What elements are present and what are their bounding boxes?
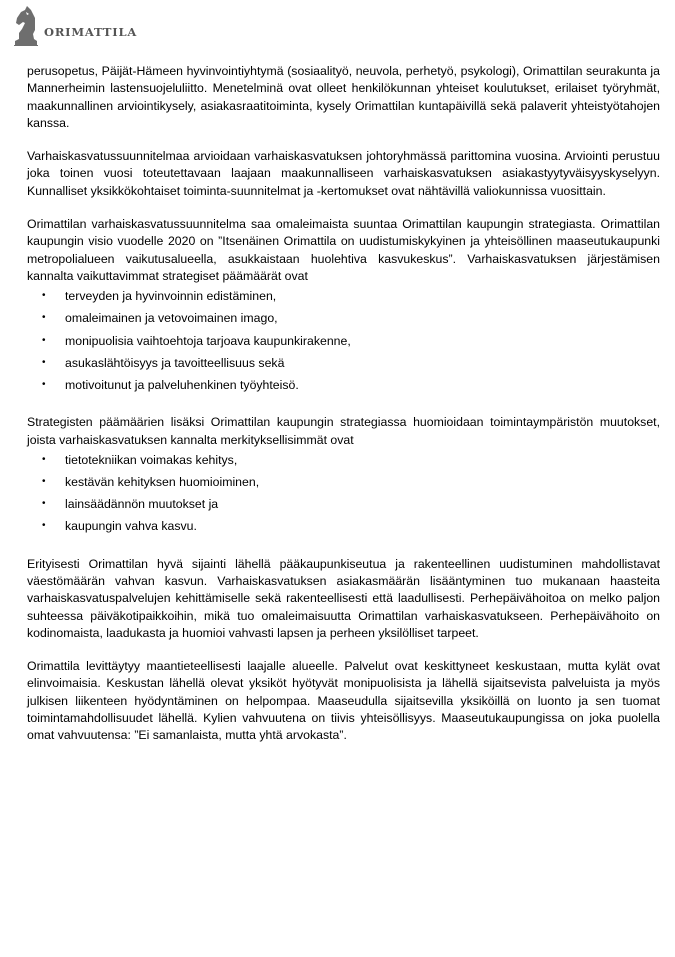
list-item: • asukaslähtöisyys ja tavoitteellisuus sekä — [27, 352, 660, 374]
paragraph-2: Varhaiskasvatussuunnitelmaa arvioidaan varhaiskasvatuksen johtoryhmässä parittomina vuosina. Arviointi perustuu joka toinen vuosi toteutettavaan laajaan maakunnalliseen varhaiskasvatuksen asiakastyytyväisyyskyselyyn. Kunnalliset yksikkökohtaiset toiminta-suunnitelmat ja -kertomukset ovat nähtävillä valiokunnissa vuosittain. — [27, 149, 660, 198]
bullet-icon: • — [42, 290, 46, 302]
bullet-icon: • — [42, 312, 46, 324]
paragraph-5: Erityisesti Orimattilan hyvä sijainti lähellä pääkaupunkiseutua ja rakenteellinen uudistuminen mahdollistavat väestömäärän vahvan kasvun. Varhaiskasvatuksen asiakasmäärän lisääntyminen tuo mukanaan haasteita varhaiskasvatuspalvelujen kehittämiselle sekä rakenteellisesti että laadullisesti. Perhepäivähoitoa on melko paljon suhteessa päiväkotipaikkoihin, mikä tuo omaleimaisuutta Orimattilan varhaiskasvatukseen. Perhepäivähoito on kodinomaista, laadukasta ja huomioi vahvasti lapsen ja perheen yksilölliset tarpeet. — [27, 556, 660, 640]
bullet-icon: • — [42, 379, 46, 391]
list-item: • omaleimainen ja vetovoimainen imago, — [27, 307, 660, 329]
paragraph-3: Orimattilan varhaiskasvatussuunnitelma saa omaleimaista suuntaa Orimattilan kaupungin strategiasta. Orimattilan kaupungin visio vuodelle 2020 on ”Itsenäinen Orimattila on uudistumiskykyinen ja yhteisöllinen maaseutukaupunki metropolialueen vaikutusalueella, asukkaistaan huolehtiva kasvukeskus”. Varhaiskasvatuksen järjestämisen kannalta vaikuttavimmat strategiset päämäärät ovat — [27, 217, 660, 283]
paragraph-6: Orimattila levittäytyy maantieteellisesti laajalle alueelle. Palvelut ovat keskittyneet keskustaan, mutta kylät ovat elinvoimaisia. Keskustan lähellä olevat yksiköt hyötyvät monipuolisista ja lähellä sijaitsevista palveluista ja myös julkisen liikenteen hyödyntäminen on helpompaa. Maaseudulla sijaitsevilla yksiköillä on luonto ja sen tuomat toimintamahdollisuudet lähellä. Kylien vahvuutena on tiivis yhteisöllisyys. Maaseutukaupungissa on joka puolella omat vahvuutensa: ”Ei samanlaista, mutta yhtä arvokasta”. — [27, 659, 660, 743]
list-item: • terveyden ja hyvinvoinnin edistäminen, — [27, 285, 660, 307]
list-item: • motivoitunut ja palveluhenkinen työyhteisö. — [27, 374, 660, 396]
bullet-icon: • — [42, 356, 46, 368]
document-body — [27, 63, 660, 761]
bullet-icon: • — [42, 476, 46, 488]
paragraph-1: perusopetus, Päijät-Hämeen hyvinvointiyhtymä (sosiaalityö, neuvola, perhetyö, psykologi), Orimattilan seurakunta ja Mannerheimin lastensuojeluliitto. Menetelminä ovat olleet henkilökunnan yhteiset koulutukset, erilaiset työryhmät, maakunnallinen arviointikysely, asiakasraatitoiminta, kysely Orimattilan kuntapäivillä sekä palaverit yhteistyötahojen kanssa. — [27, 64, 660, 130]
header — [12, 0, 137, 46]
list-item: • lainsäädännön muutokset ja — [27, 493, 660, 515]
list-item: • monipuolisia vaihtoehtoja tarjoava kaupunkirakenne, — [27, 330, 660, 352]
bullet-icon: • — [42, 334, 46, 346]
bullet-icon: • — [42, 453, 46, 465]
list-item: • tietotekniikan voimakas kehitys, — [27, 449, 660, 471]
bullet-icon: • — [42, 498, 46, 510]
list-item: • kestävän kehityksen huomioiminen, — [27, 471, 660, 493]
bullet-icon: • — [42, 520, 46, 532]
list-item: • kaupungin vahva kasvu. — [27, 515, 660, 537]
environment-changes-list — [27, 449, 660, 538]
strategic-goals-list — [27, 285, 660, 396]
logo-text: ORIMATTILA — [44, 25, 138, 39]
chess-knight-icon — [12, 4, 40, 46]
paragraph-4: Strategisten päämäärien lisäksi Orimattilan kaupungin strategiassa huomioidaan toimintaympäristön muutokset, joista varhaiskasvatuksen kannalta merkityksellisimmät ovat — [27, 415, 660, 447]
